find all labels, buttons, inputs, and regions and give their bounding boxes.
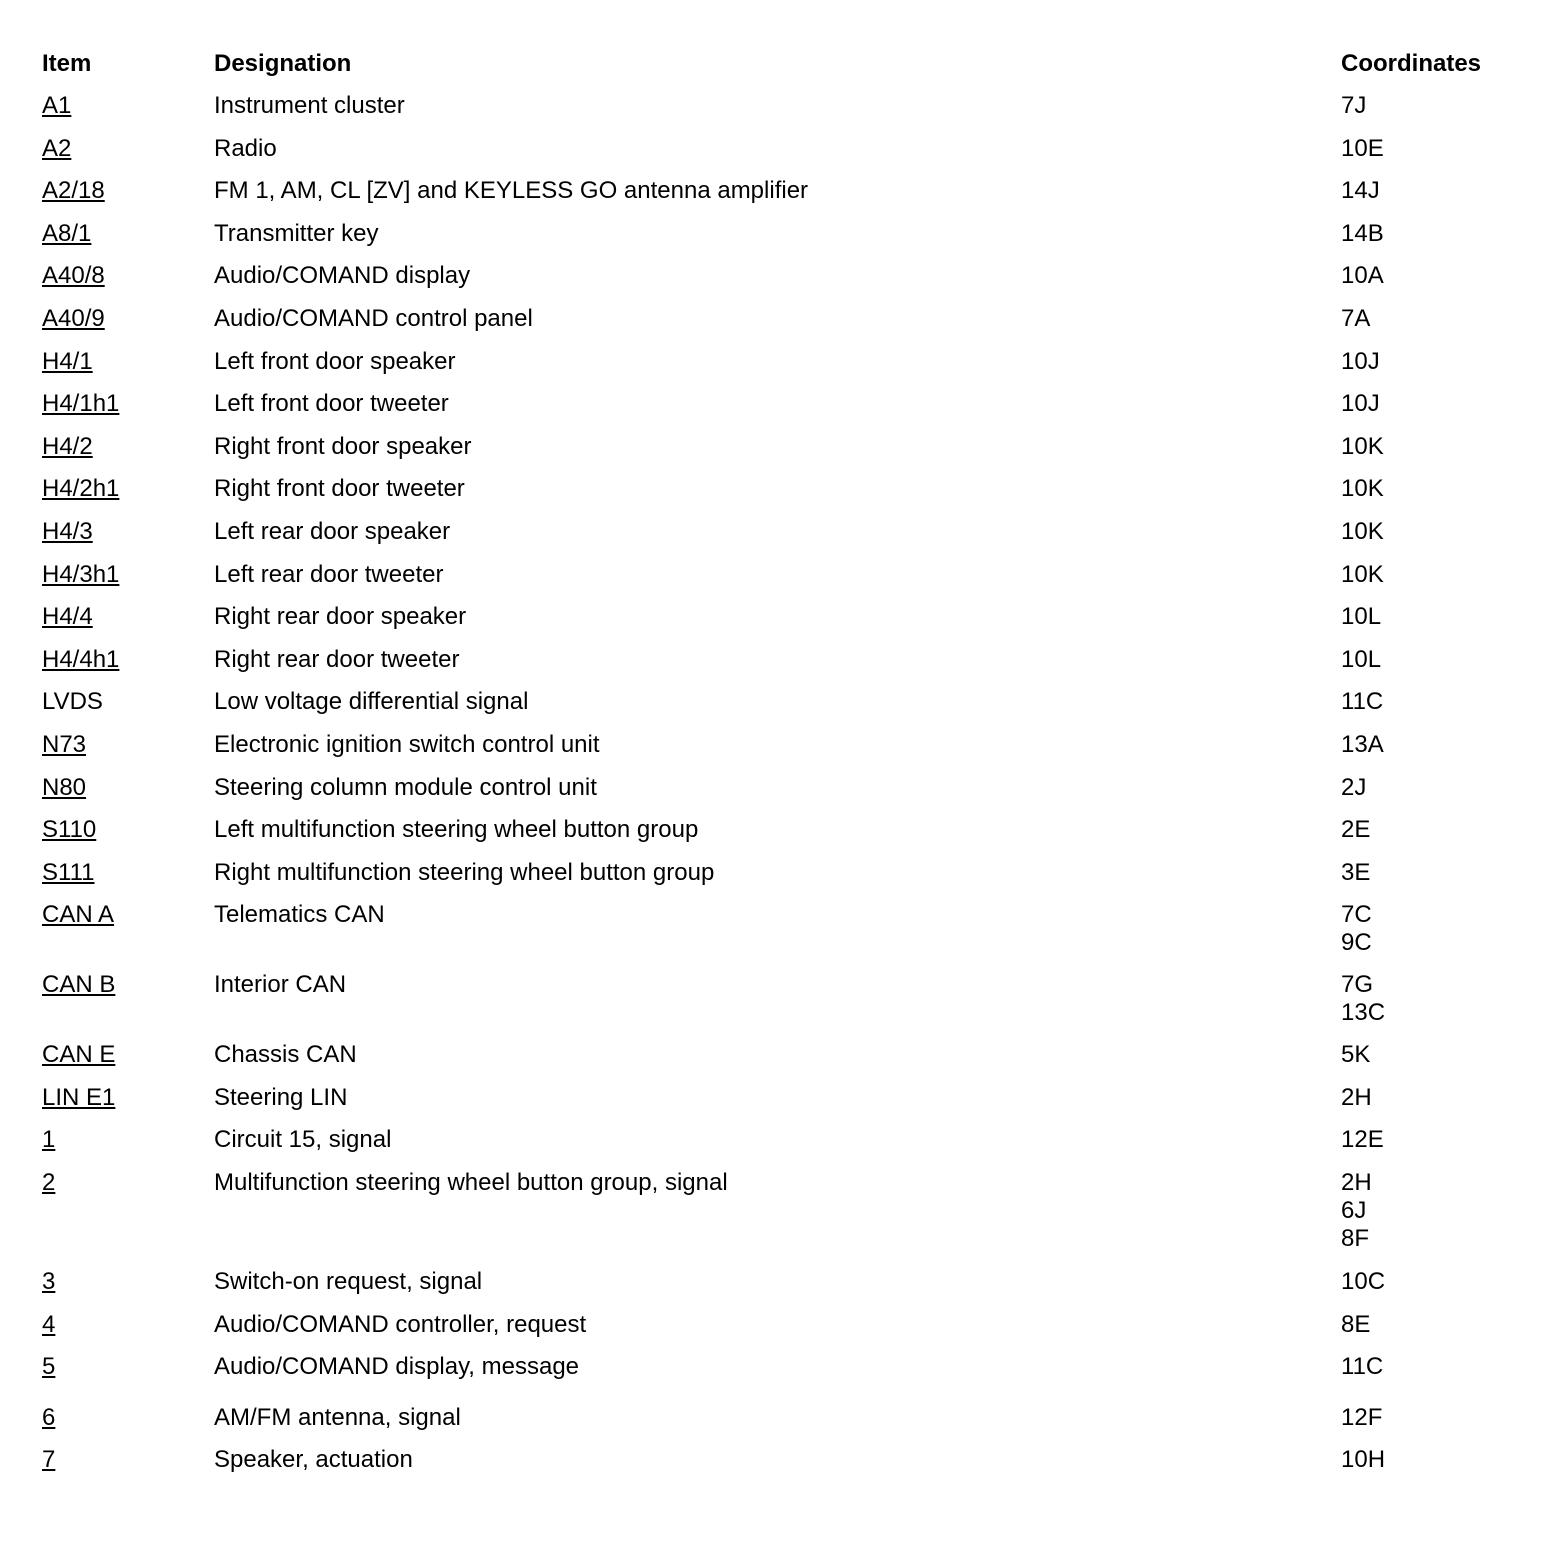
row-designation: AM/FM antenna, signal — [214, 1403, 461, 1431]
table-row — [42, 971, 1522, 1041]
row-designation: Steering column module control unit — [214, 773, 597, 801]
coordinate-value: 10L — [1341, 603, 1382, 631]
row-coordinates — [1341, 688, 1383, 716]
row-designation: Transmitter key — [214, 219, 379, 247]
row-item-h4-2[interactable]: H4/2 — [42, 432, 93, 460]
coordinate-value: 6J — [1341, 1197, 1367, 1225]
table-row — [42, 475, 1522, 518]
coordinate-value: 9C — [1341, 929, 1372, 957]
row-coordinates — [1341, 1446, 1385, 1474]
row-item-5[interactable]: 5 — [42, 1353, 56, 1381]
coordinate-value: 10H — [1341, 1446, 1386, 1474]
table-row — [42, 646, 1522, 689]
row-designation: Low voltage differential signal — [214, 688, 529, 716]
table-row — [42, 1311, 1522, 1354]
coordinate-value: 10E — [1341, 134, 1384, 162]
row-coordinates — [1341, 390, 1380, 418]
row-coordinates — [1341, 433, 1384, 461]
coordinate-value: 2H — [1341, 1169, 1372, 1197]
row-coordinates — [1341, 92, 1366, 120]
row-item-h4-2h1[interactable]: H4/2h1 — [42, 475, 120, 503]
row-coordinates — [1341, 475, 1384, 503]
row-item-h4-4[interactable]: H4/4 — [42, 603, 93, 631]
header-item: Item — [42, 50, 92, 77]
row-designation: FM 1, AM, CL [ZV] and KEYLESS GO antenna amplifier — [214, 177, 809, 205]
coordinate-value: 12F — [1341, 1403, 1383, 1431]
row-designation: Right rear door speaker — [214, 603, 467, 631]
row-coordinates — [1341, 348, 1380, 376]
table-row — [42, 816, 1522, 859]
row-coordinates — [1341, 1169, 1372, 1253]
row-coordinates — [1341, 603, 1381, 631]
coordinate-value: 11C — [1341, 688, 1384, 716]
row-designation: Audio/COMAND display — [214, 262, 471, 290]
table-row — [42, 518, 1522, 561]
row-designation: Right front door tweeter — [214, 475, 465, 503]
row-coordinates — [1341, 305, 1370, 333]
row-item-h4-3[interactable]: H4/3 — [42, 517, 93, 545]
row-item-a2[interactable]: A2 — [42, 134, 72, 162]
row-designation: Left multifunction steering wheel button group — [214, 816, 699, 844]
row-coordinates — [1341, 971, 1385, 1027]
row-coordinates — [1341, 1268, 1385, 1296]
table-row — [42, 1126, 1522, 1169]
row-coordinates — [1341, 220, 1384, 248]
row-designation: Audio/COMAND controller, request — [214, 1310, 587, 1338]
row-coordinates — [1341, 1084, 1372, 1112]
table-row — [42, 433, 1522, 476]
coordinate-value: 7J — [1341, 92, 1367, 119]
row-designation: Left front door tweeter — [214, 390, 449, 418]
row-item-a2-18[interactable]: A2/18 — [42, 177, 105, 205]
row-coordinates — [1341, 262, 1384, 290]
table-row — [42, 774, 1522, 817]
coordinate-value: 2H — [1341, 1083, 1372, 1111]
table-row — [42, 901, 1522, 971]
coordinate-value: 10K — [1341, 432, 1384, 460]
coordinate-value: 14B — [1341, 219, 1384, 247]
row-coordinates — [1341, 1353, 1383, 1381]
row-item-4[interactable]: 4 — [42, 1310, 56, 1338]
table-body — [42, 92, 1522, 1489]
row-coordinates — [1341, 816, 1370, 844]
coordinate-value: 3E — [1341, 858, 1371, 886]
row-item-h4-4h1[interactable]: H4/4h1 — [42, 645, 120, 673]
table-row — [42, 92, 1522, 135]
row-designation: Speaker, actuation — [214, 1446, 413, 1474]
row-item-lvds: LVDS — [42, 688, 103, 716]
row-designation: Left front door speaker — [214, 347, 456, 375]
row-item-6[interactable]: 6 — [42, 1403, 56, 1431]
row-item-h4-1h1[interactable]: H4/1h1 — [42, 390, 120, 418]
coordinate-value: 10J — [1341, 390, 1380, 418]
row-designation: Steering LIN — [214, 1083, 348, 1111]
table-row — [42, 1169, 1522, 1268]
row-item-a40-8[interactable]: A40/8 — [42, 262, 105, 290]
table-row — [42, 348, 1522, 391]
row-coordinates — [1341, 1404, 1382, 1432]
coordinate-value: 7G — [1341, 971, 1374, 999]
coordinate-value: 2J — [1341, 773, 1367, 801]
table-row — [42, 1446, 1522, 1489]
row-designation: Switch-on request, signal — [214, 1268, 483, 1296]
table-row — [42, 177, 1522, 220]
row-item-lin-e1[interactable]: LIN E1 — [42, 1083, 116, 1111]
row-coordinates — [1341, 561, 1384, 589]
row-designation: Audio/COMAND display, message — [214, 1353, 580, 1381]
row-coordinates — [1341, 1126, 1384, 1154]
row-item-7[interactable]: 7 — [42, 1446, 56, 1474]
table-row — [42, 731, 1522, 774]
row-coordinates — [1341, 774, 1366, 802]
table-row — [42, 561, 1522, 604]
row-item-a1[interactable]: A1 — [42, 92, 72, 119]
row-designation: Circuit 15, signal — [214, 1126, 392, 1154]
row-item-1[interactable]: 1 — [42, 1126, 56, 1154]
row-coordinates — [1341, 859, 1370, 887]
table-header — [42, 50, 1522, 92]
coordinate-value: 10J — [1341, 347, 1380, 375]
row-item-n80[interactable]: N80 — [42, 773, 87, 801]
coordinate-value: 13C — [1341, 999, 1386, 1027]
coordinate-value: 5K — [1341, 1041, 1371, 1069]
row-designation: Interior CAN — [214, 971, 347, 999]
coordinate-value: 10K — [1341, 517, 1384, 545]
table-row — [42, 1041, 1522, 1084]
table-row — [42, 688, 1522, 731]
row-coordinates — [1341, 1311, 1370, 1339]
coordinate-value: 13A — [1341, 730, 1384, 758]
header-designation: Designation — [214, 50, 352, 77]
coordinate-value: 11C — [1341, 1353, 1384, 1381]
row-item-can-a[interactable]: CAN A — [42, 901, 115, 929]
table-row — [42, 1353, 1522, 1404]
legend-table — [42, 50, 1522, 1489]
row-coordinates — [1341, 646, 1381, 674]
coordinate-value: 7A — [1341, 304, 1371, 332]
coordinate-value: 7C — [1341, 901, 1372, 929]
row-designation: Telematics CAN — [214, 901, 385, 929]
table-row — [42, 305, 1522, 348]
row-item-a40-9[interactable]: A40/9 — [42, 304, 105, 332]
coordinate-value: 10C — [1341, 1268, 1386, 1296]
row-item-2[interactable]: 2 — [42, 1169, 56, 1197]
row-item-a8-1[interactable]: A8/1 — [42, 219, 92, 247]
row-designation: Right front door speaker — [214, 432, 472, 460]
row-item-s111[interactable]: S111 — [42, 858, 95, 886]
coordinate-value: 10A — [1341, 262, 1384, 290]
row-item-s110[interactable]: S110 — [42, 816, 97, 844]
table-row — [42, 1268, 1522, 1311]
row-item-can-b[interactable]: CAN B — [42, 971, 116, 999]
coordinate-value: 10K — [1341, 560, 1384, 588]
table-row — [42, 135, 1522, 178]
row-coordinates — [1341, 901, 1372, 957]
row-item-h4-3h1[interactable]: H4/3h1 — [42, 560, 120, 588]
row-designation: Radio — [214, 134, 277, 162]
row-designation: Instrument cluster — [214, 92, 405, 119]
row-designation: Right multifunction steering wheel button group — [214, 858, 715, 886]
row-designation: Electronic ignition switch control unit — [214, 730, 600, 758]
coordinate-value: 8F — [1341, 1225, 1370, 1253]
row-item-n73[interactable]: N73 — [42, 730, 87, 758]
row-designation: Left rear door speaker — [214, 517, 451, 545]
row-item-3[interactable]: 3 — [42, 1268, 56, 1296]
row-coordinates — [1341, 1041, 1370, 1069]
row-item-can-e[interactable]: CAN E — [42, 1041, 116, 1069]
coordinate-value: 8E — [1341, 1310, 1371, 1338]
row-item-h4-1[interactable]: H4/1 — [42, 347, 93, 375]
row-designation: Audio/COMAND control panel — [214, 304, 533, 332]
table-row — [42, 262, 1522, 305]
row-coordinates — [1341, 177, 1380, 205]
row-designation: Multifunction steering wheel button group, signal — [214, 1169, 728, 1197]
coordinate-value: 14J — [1341, 177, 1380, 205]
header-coordinates: Coordinates — [1341, 50, 1482, 77]
table-row — [42, 1084, 1522, 1127]
row-designation: Chassis CAN — [214, 1041, 357, 1069]
coordinate-value: 10K — [1341, 475, 1384, 503]
table-row — [42, 390, 1522, 433]
row-coordinates — [1341, 731, 1384, 759]
row-designation: Right rear door tweeter — [214, 645, 460, 673]
row-coordinates — [1341, 518, 1384, 546]
coordinate-value: 2E — [1341, 816, 1371, 844]
row-coordinates — [1341, 135, 1384, 163]
table-row — [42, 1404, 1522, 1447]
table-row — [42, 859, 1522, 902]
table-row — [42, 220, 1522, 263]
table-row — [42, 603, 1522, 646]
coordinate-value: 12E — [1341, 1126, 1384, 1154]
row-designation: Left rear door tweeter — [214, 560, 444, 588]
coordinate-value: 10L — [1341, 645, 1382, 673]
